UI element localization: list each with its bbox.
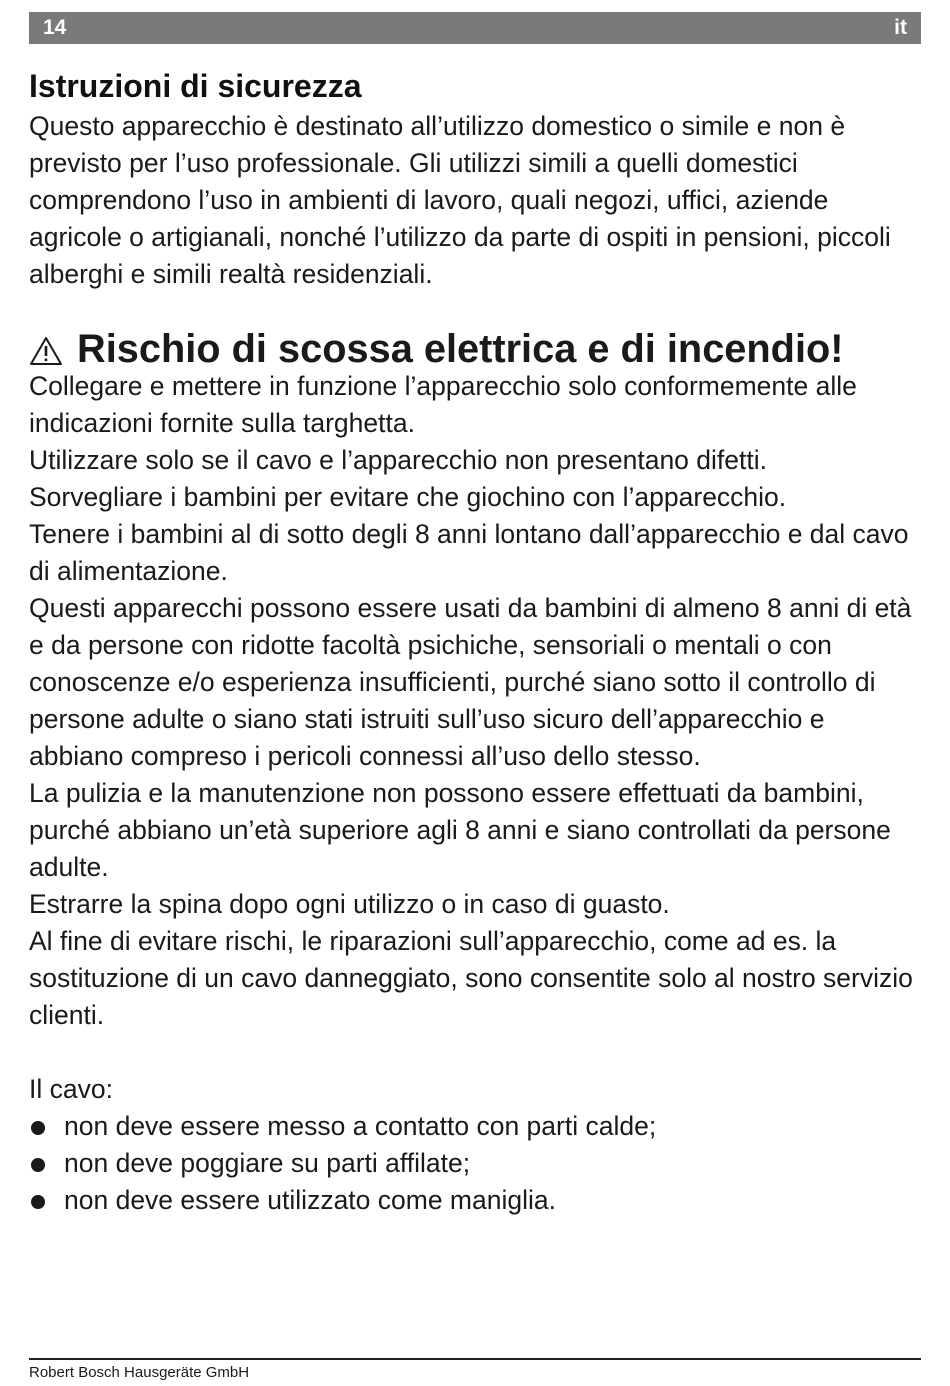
bullet-icon bbox=[31, 1121, 45, 1135]
page-title: Istruzioni di sicurezza bbox=[29, 68, 362, 104]
footer-divider bbox=[29, 1358, 921, 1360]
warning-heading bbox=[29, 327, 924, 371]
cable-intro: Il cavo: bbox=[29, 1074, 113, 1104]
list-item bbox=[29, 1108, 924, 1145]
bullet-icon bbox=[31, 1158, 45, 1172]
list-item-text: non deve essere utilizzato come maniglia. bbox=[64, 1185, 556, 1215]
section-spacer bbox=[29, 293, 924, 330]
page-number: 14 bbox=[43, 16, 67, 39]
list-item bbox=[29, 1145, 924, 1182]
warning-paragraph: Tenere i bambini al di sotto degli 8 anni lontano dall’apparecchio e dal cavo di alimentazione. bbox=[29, 519, 909, 586]
list-item-text: non deve essere messo a contatto con parti calde; bbox=[64, 1111, 657, 1141]
intro-paragraph: Questo apparecchio è destinato all’utilizzo domestico o simile e non è previsto per l’uso professionale. Gli utilizzi simili a quelli domestici comprendono l’uso in ambienti di lavoro, quali negozi, uffici, aziende agricole o artigianali, nonché l’utilizzo da parte di ospiti in pensioni, piccoli alberghi e simili realtà residenziali. bbox=[29, 111, 891, 289]
warning-paragraph: Al fine di evitare rischi, le riparazioni sull’apparecchio, come ad es. la sostituzione di un cavo danneggiato, sono consentite solo al nostro servizio clienti. bbox=[29, 926, 913, 1030]
warning-paragraph: Collegare e mettere in funzione l’apparecchio solo conformemente alle indicazioni fornite sulla targhetta. bbox=[29, 371, 857, 438]
warning-paragraph: Questi apparecchi possono essere usati da bambini di almeno 8 anni di età e da persone con ridotte facoltà psichiche, sensoriali o mentali o con conoscenze e/o esperienza insufficienti, purché siano sotto il controllo di persone adulte o siano stati istruiti sull’uso sicuro dell’apparecchio e abbiano compreso i pericoli connessi all’uso dello stesso. bbox=[29, 593, 912, 771]
main-content bbox=[29, 64, 924, 1219]
warning-paragraph: Estrarre la spina dopo ogni utilizzo o in caso di guasto. bbox=[29, 889, 670, 919]
warning-heading-text: Rischio di scossa elettrica e di incendio! bbox=[77, 327, 844, 371]
bullet-icon bbox=[31, 1195, 45, 1209]
warning-paragraph: La pulizia e la manutenzione non possono essere effettuati da bambini, purché abbiano un’età superiore agli 8 anni e siano controllati da persone adulte. bbox=[29, 778, 891, 882]
list-item-text: non deve poggiare su parti affilate; bbox=[64, 1148, 471, 1178]
footer-company: Robert Bosch Hausgeräte GmbH bbox=[29, 1364, 250, 1381]
warning-paragraph: Sorvegliare i bambini per evitare che giochino con l’apparecchio. bbox=[29, 482, 787, 512]
section-spacer bbox=[29, 1034, 924, 1071]
cable-bullet-list bbox=[29, 1108, 924, 1219]
page-header-bar bbox=[29, 12, 921, 44]
warning-triangle-icon bbox=[29, 334, 63, 364]
list-item bbox=[29, 1182, 924, 1219]
language-code: it bbox=[894, 16, 907, 39]
warning-paragraph: Utilizzare solo se il cavo e l’apparecchio non presentano difetti. bbox=[29, 445, 767, 475]
